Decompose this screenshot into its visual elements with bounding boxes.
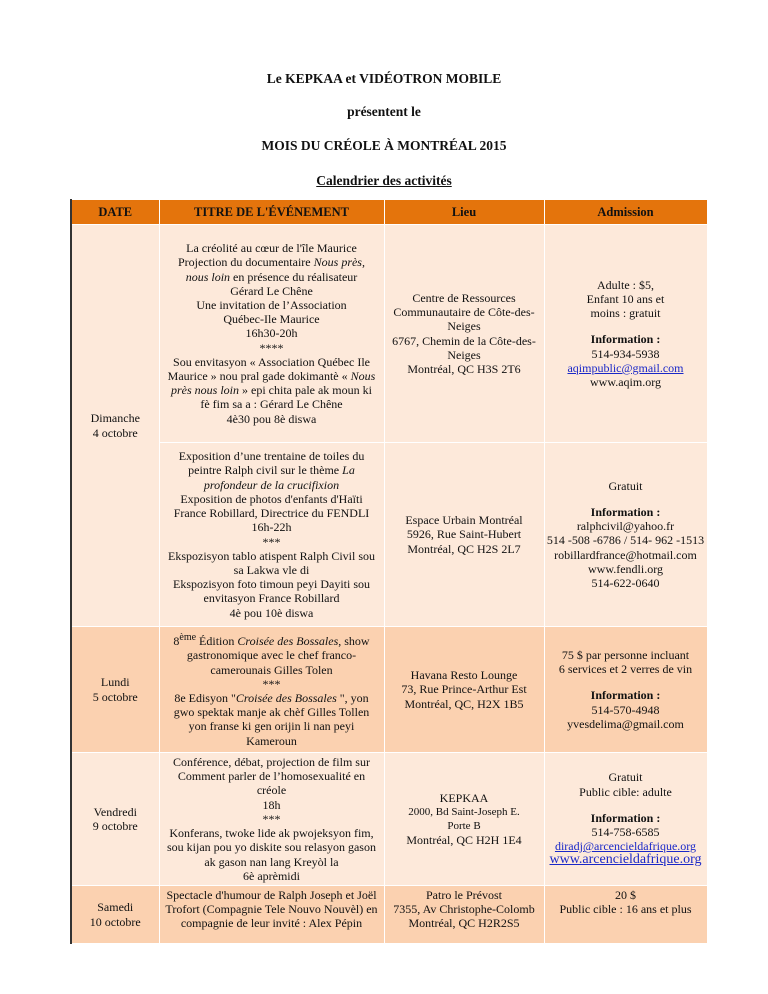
day-date: 5 octobre	[92, 689, 138, 704]
email-link[interactable]: diradj@arcencieldafrique.org	[554, 839, 697, 854]
event-text: 6è aprèmidi	[243, 868, 300, 883]
lieu-text: Montréal, QC H2H 1E4	[406, 833, 522, 848]
event-cell	[159, 886, 384, 944]
lieu-text: Neiges	[447, 319, 481, 334]
event-text: Kameroun	[246, 733, 297, 748]
admission-cell	[544, 886, 707, 944]
day-name: Dimanche	[90, 411, 140, 426]
table-row	[71, 886, 707, 944]
lieu-text: Communautaire de Côte-des-	[393, 305, 535, 320]
date-cell	[71, 886, 159, 944]
event-text: ***	[262, 534, 281, 549]
event-text: gwo spektak manje ak chèf Gilles Tollen	[173, 705, 370, 720]
table-header	[71, 200, 707, 225]
date-cell	[71, 225, 159, 627]
table-row	[71, 753, 707, 886]
table-row	[71, 627, 707, 753]
event-title: MOIS DU CRÉOLE À MONTRÉAL 2015	[261, 138, 507, 153]
event-text: Projection du documentaire Nous près,	[178, 255, 365, 270]
day-date: 4 octobre	[92, 425, 138, 440]
lieu-cell	[384, 753, 544, 886]
lieu-text: 2000, Bd Saint-Joseph E.	[408, 805, 520, 818]
event-text: 8e Edisyon "Croisée des Bossales ", yon	[174, 691, 369, 705]
event-text: Gérard Le Chêne	[230, 283, 313, 298]
admission-cell	[544, 225, 707, 443]
email: robillardfrance@hotmail.com	[554, 547, 697, 562]
admission-text: Enfant 10 ans et	[586, 291, 665, 306]
day-date: 10 octobre	[89, 914, 141, 929]
event-text: camerounais Gilles Tolen	[210, 662, 333, 677]
col-date: DATE	[71, 200, 159, 225]
website-link[interactable]: www.aqim.org	[590, 375, 661, 389]
event-text: 8ème Édition Croisée des Bossales, show	[173, 632, 370, 649]
lieu-text: Centre de Ressources	[412, 290, 516, 305]
email: ralphcivil@yahoo.fr	[576, 519, 675, 534]
lieu-text: Montréal, QC, H2X 1B5	[404, 696, 524, 711]
date-cell	[71, 627, 159, 753]
lieu-text: Montréal, QC H3S 2T6	[407, 361, 521, 376]
event-text: Trofort (Compagnie Tele Nouvo Nouvèl) en	[165, 902, 378, 917]
event-text: gastronomique avec le chef franco-	[186, 648, 357, 663]
event-cell	[159, 627, 384, 753]
event-text: fè fim sa a : Gérard Le Chêne	[200, 397, 343, 412]
lieu-text: Neiges	[447, 347, 481, 362]
lieu-text: 5926, Rue Saint-Hubert	[406, 527, 522, 542]
admission-text: 75 $ par personne incluant	[561, 647, 690, 662]
event-cell	[159, 443, 384, 627]
event-text: Québec-Ile Maurice	[223, 312, 320, 327]
phone: 514 -508 -6786 / 514- 962 -1513	[546, 533, 705, 548]
lieu-text: Montréal, QC H2R2S5	[408, 916, 520, 931]
admission-text: 6 services et 2 verres de vin	[558, 662, 693, 677]
website-link[interactable]: www.arcencieldafrique.org	[549, 852, 702, 868]
phone: 514-934-5938	[591, 346, 660, 361]
phone: 514-758-6585	[591, 825, 660, 839]
col-lieu: Lieu	[384, 200, 544, 225]
lieu-text: Espace Urbain Montréal	[405, 513, 523, 528]
doc-subtitle: présentent le	[347, 104, 421, 119]
event-text: ****	[259, 340, 284, 355]
col-admission: Admission	[544, 200, 707, 225]
event-text: 4è30 pou 8è diswa	[226, 411, 317, 426]
event-text: profondeur de la crucifixion	[203, 477, 340, 492]
event-cell	[159, 753, 384, 886]
day-date: 9 octobre	[92, 819, 138, 833]
event-text: Maurice » nou pral gade dokimantè « Nous	[167, 369, 376, 383]
lieu-text: KEPKAA	[439, 790, 489, 805]
admission-text: Public cible: adulte	[579, 784, 672, 799]
table-row	[71, 443, 707, 627]
event-text: ak gason nan lang Kreyòl la	[204, 854, 339, 869]
event-text: Ekspozisyon foto timoun peyi Dayiti sou	[173, 577, 370, 592]
lieu-cell	[384, 225, 544, 443]
admission-cell	[544, 627, 707, 753]
event-text: 16h-22h	[251, 520, 292, 535]
info-label: Information :	[590, 332, 661, 347]
lieu-text: 6767, Chemin de la Côte-des-	[392, 333, 536, 348]
day-name: Vendredi	[93, 804, 137, 819]
lieu-cell	[384, 627, 544, 753]
event-text: Sou envitasyon « Association Québec Ile	[173, 354, 370, 369]
day-name: Samedi	[97, 900, 134, 915]
event-text: nous loin en présence du réalisateur	[185, 269, 358, 284]
event-text: compagnie de leur invité : Alex Pépin	[180, 916, 363, 931]
event-text: La créolité au cœur de l'île Maurice	[186, 241, 357, 256]
lieu-cell	[384, 443, 544, 627]
event-text: Spectacle d'humour de Ralph Joseph et Joël	[166, 888, 377, 902]
admission-text: Public cible : 16 ans et plus	[559, 902, 692, 917]
calendar-heading: Calendrier des activités	[316, 173, 452, 188]
admission-text: 20 $	[615, 888, 636, 902]
event-text: 18h	[262, 797, 281, 812]
event-text: 16h30-20h	[245, 326, 298, 341]
event-text: sou kijan pou yo diskite sou relasyon gason	[167, 840, 376, 855]
admission-text: moins : gratuit	[590, 306, 661, 321]
phone: 514-570-4948	[591, 702, 660, 717]
admission-text: Adulte : $5,	[597, 277, 654, 292]
lieu-text: Porte B	[447, 820, 481, 832]
event-text: Ekspozisyon tablo atispent Ralph Civil sou	[168, 548, 375, 563]
event-text: France Robillard, Directrice du FENDLI	[173, 506, 370, 521]
event-text: Exposition de photos d'enfants d'Haïti	[180, 491, 363, 506]
email-link[interactable]: aqimpublic@gmail.com	[567, 360, 684, 375]
event-text: Comment parler de l’homosexualité en	[177, 769, 366, 784]
lieu-cell	[384, 886, 544, 944]
admission-text: Gratuit	[608, 478, 643, 493]
lieu-text: Havana Resto Lounge	[410, 668, 518, 683]
lieu-text: 7355, Av Christophe-Colomb	[393, 902, 535, 917]
event-text: créole	[256, 783, 287, 798]
event-text: Exposition d’une trentaine de toiles du	[178, 449, 365, 464]
website-link[interactable]: www.fendli.org	[588, 561, 663, 576]
event-text: Conférence, débat, projection de film sur	[173, 755, 370, 770]
email: yvesdelima@gmail.com	[567, 716, 684, 731]
doc-title: Le KEPKAA et VIDÉOTRON MOBILE	[266, 71, 502, 86]
lieu-text: Montréal, QC H2S 2L7	[407, 541, 521, 556]
event-text: peintre Ralph civil sur le thème La	[188, 463, 355, 478]
phone: 514-622-0640	[591, 576, 660, 590]
event-text: ***	[262, 676, 281, 691]
activities-table	[70, 199, 708, 944]
event-text: ***	[262, 811, 281, 826]
admission-cell	[544, 753, 707, 886]
event-text: yon franse ki gen orijin li nan peyi	[188, 719, 355, 734]
date-cell	[71, 753, 159, 886]
event-text: envitasyon France Robillard	[203, 591, 340, 606]
day-name: Lundi	[100, 675, 130, 690]
lieu-text: 73, Rue Prince-Arthur Est	[401, 682, 527, 697]
lieu-text: Patro le Prévost	[426, 888, 502, 902]
event-text: Konferans, twoke lide ak pwojeksyon fim,	[169, 826, 374, 841]
event-text: Une invitation de l’Association	[196, 297, 347, 312]
admission-cell	[544, 443, 707, 627]
table-row	[71, 225, 707, 443]
event-text: près nous loin » epi chita pale ak moun ki	[171, 383, 372, 398]
col-title: TITRE DE L'ÉVÉNEMENT	[159, 200, 384, 225]
event-text: sa Lakwa vle di	[233, 562, 310, 577]
event-text: 4è pou 10è diswa	[229, 605, 314, 620]
info-label: Information :	[590, 810, 661, 825]
event-cell	[159, 225, 384, 443]
info-label: Information :	[590, 504, 661, 519]
admission-text: Gratuit	[608, 770, 643, 785]
info-label: Information :	[590, 688, 661, 703]
